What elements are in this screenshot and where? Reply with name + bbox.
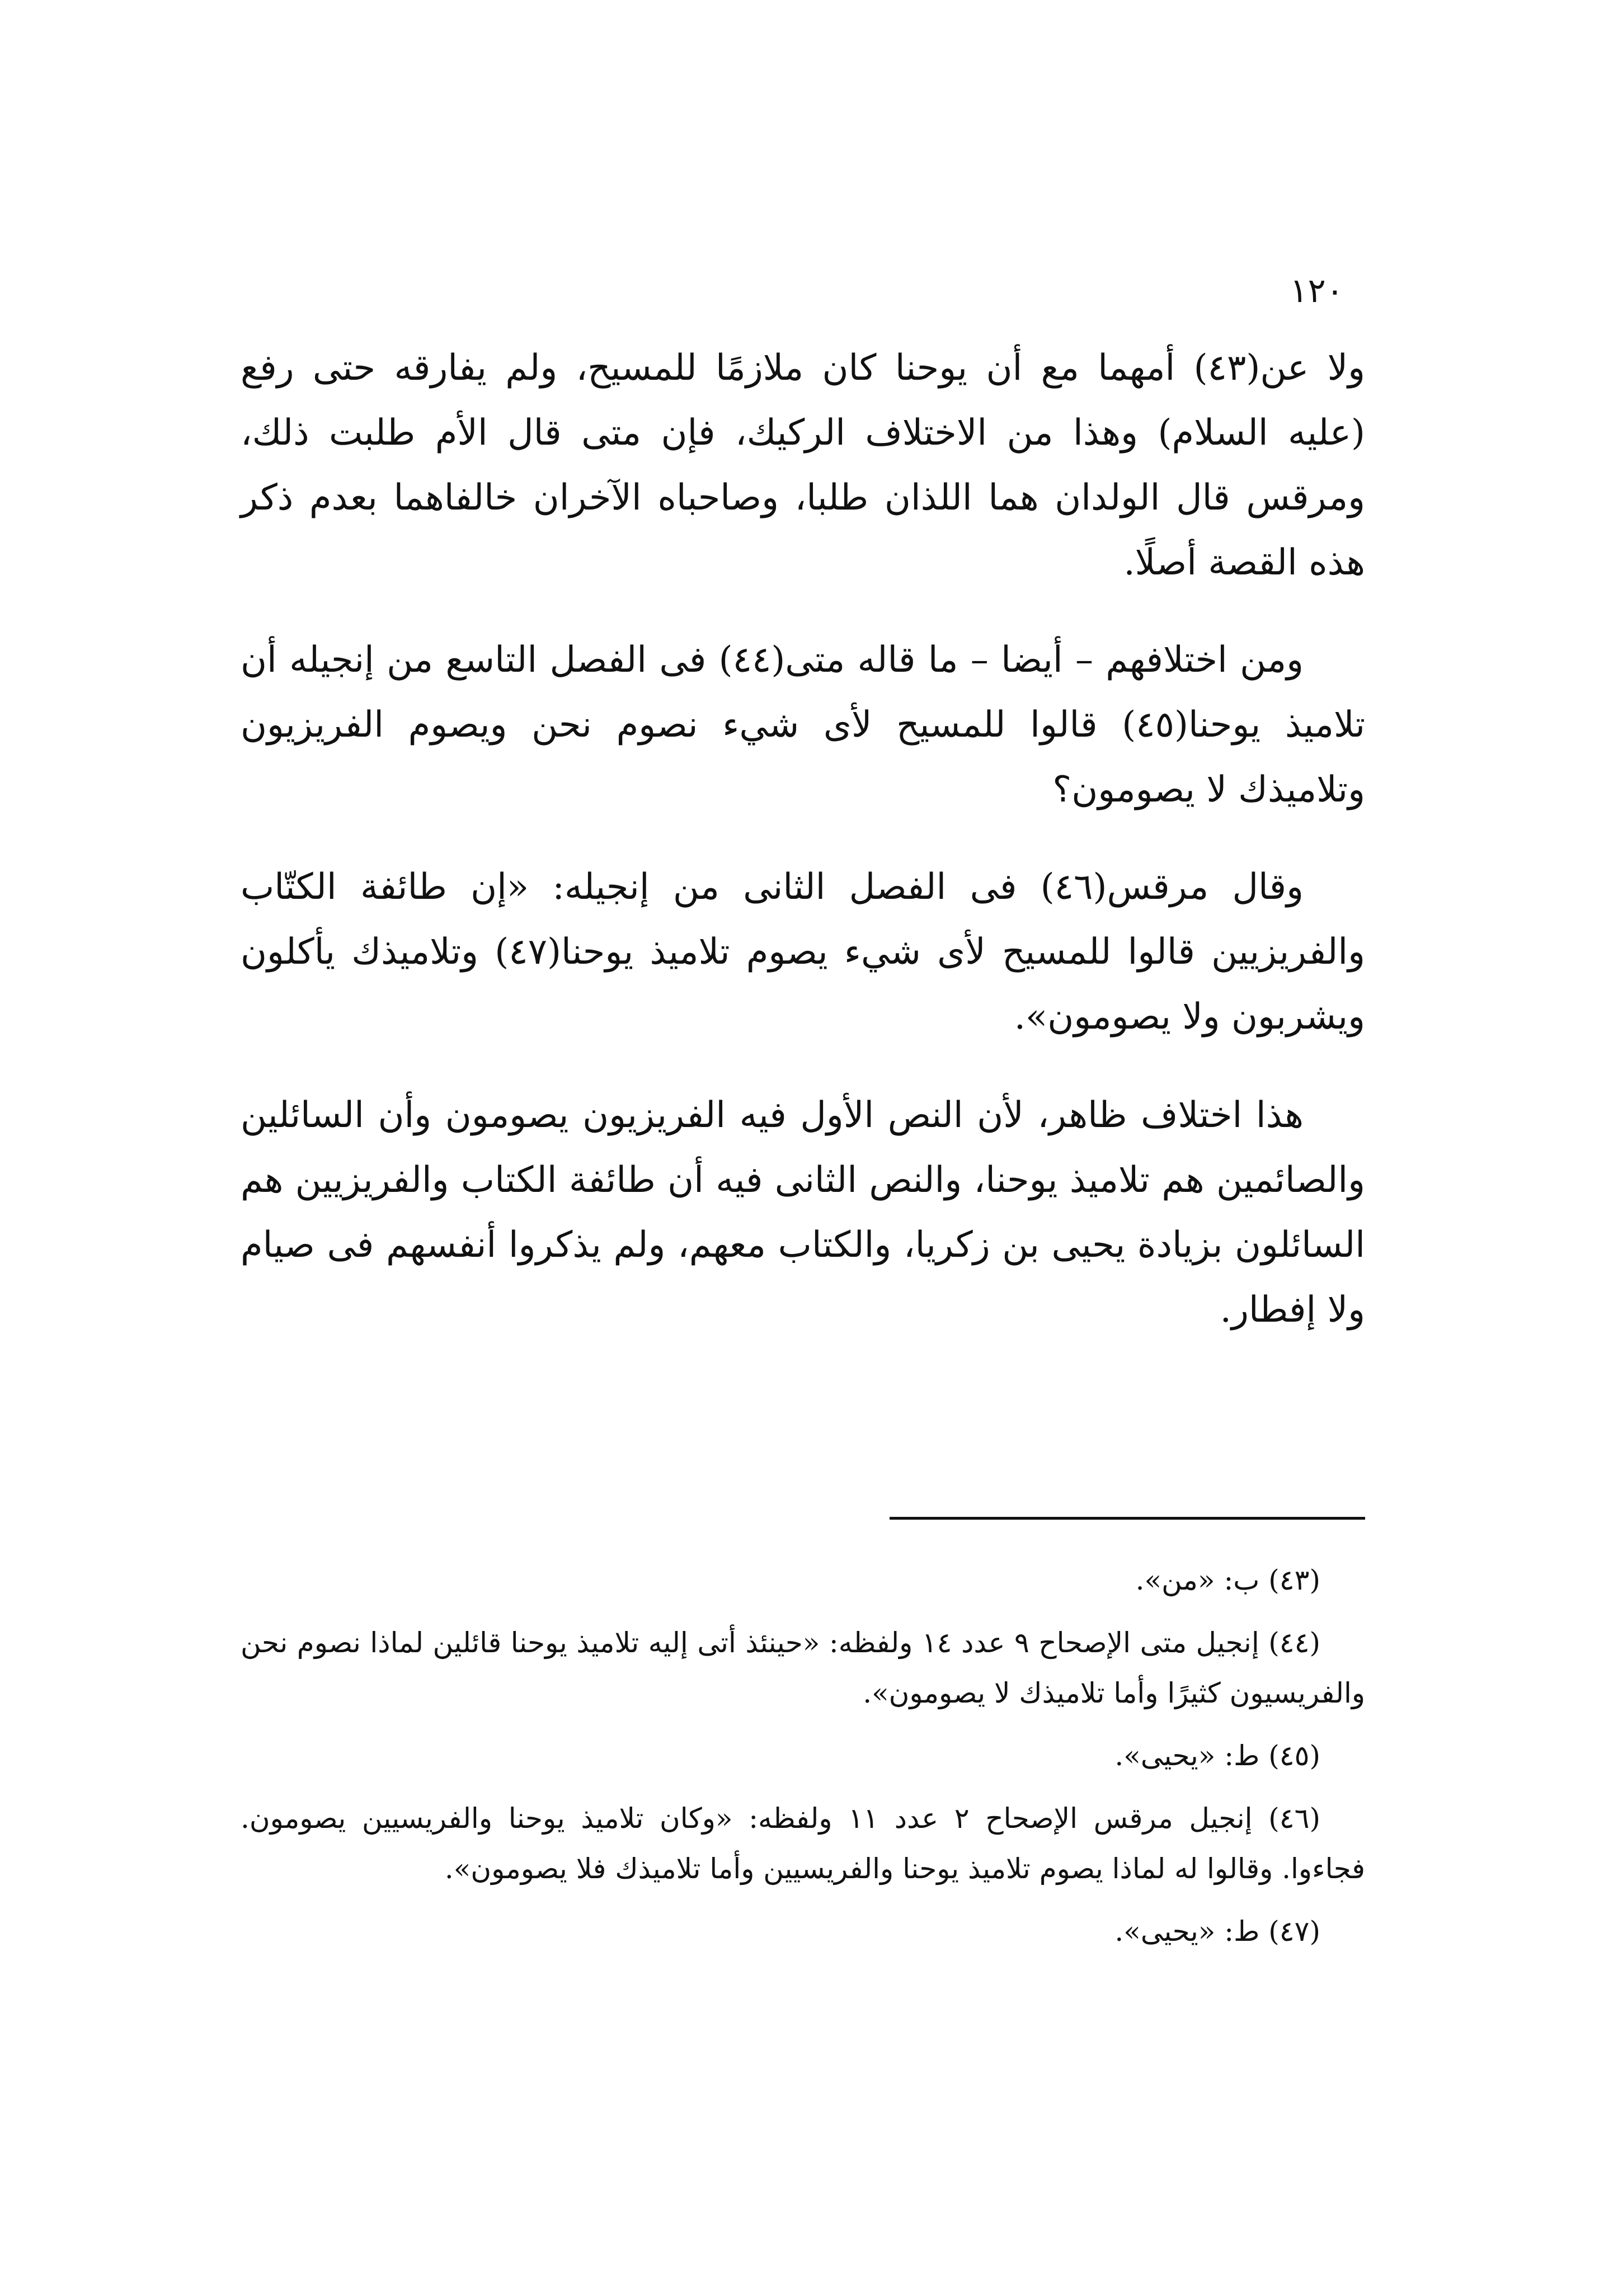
footnotes [241, 1555, 1365, 1969]
footnote-divider [890, 1517, 1365, 1520]
footnote-44: (٤٤) إنجيل متى الإصحاح ٩ عدد ١٤ ولفظه: «حينئذ أتى إليه تلاميذ يوحنا قائلين لماذا نصوم نحن والفريسيون كثيرًا وأما تلاميذك لا يصومون». [241, 1626, 1365, 1709]
footnote-47: (٤٧) ط: «يحيى». [1114, 1915, 1320, 1948]
footnote-46: (٤٦) إنجيل مرقس الإصحاح ٢ عدد ١١ ولفظه: «وكان تلاميذ يوحنا والفريسيين يصومون. فجاءوا. وقالوا له لماذا يصوم تلاميذ يوحنا والفريسيين وأما تلاميذك فلا يصومون». [241, 1802, 1365, 1885]
paragraph-3: وقال مرقس(٤٦) فى الفصل الثانى من إنجيله: «إن طائفة الكتّاب والفريزيين قالوا للمسيح لأى شيء يصوم تلاميذ يوحنا(٤٧) وتلاميذك يأكلون ويشربون ولا يصومون». [241, 866, 1366, 1038]
main-text [241, 336, 1365, 1375]
footnote-45: (٤٥) ط: «يحيى». [1114, 1739, 1320, 1772]
paragraph-4: هذا اختلاف ظاهر، لأن النص الأول فيه الفريزيون يصومون وأن السائلين والصائمين هم تلاميذ يوحنا، والنص الثانى فيه أن طائفة الكتاب والفريزيين هم السائلون بزيادة يحيى بن زكريا، والكتاب معهم، ولم يذكروا أنفسهم فى صيام ولا إفطار. [241, 1095, 1365, 1331]
page-number: ١٢٠ [1290, 271, 1344, 310]
paragraph-1: ولا عن(٤٣) أمهما مع أن يوحنا كان ملازمًا للمسيح، ولم يفارقه حتى رفع (عليه السلام) وهذا من الاختلاف الركيك، فإن متى قال الأم طلبت ذلك، ومرقس قال الولدان هما اللذان طلبا، وصاحباه الآخران خالفاهما بعدم ذكر هذه القصة أصلًا. [241, 347, 1366, 583]
footnote-43: (٤٣) ب: «من». [1135, 1564, 1320, 1596]
paragraph-2: ومن اختلافهم – أيضا – ما قاله متى(٤٤) فى الفصل التاسع من إنجيله أن تلاميذ يوحنا(٤٥) قالوا للمسيح لأى شيء نصوم نحن ويصوم الفريزيون وتلاميذك لا يصومون؟ [241, 639, 1366, 810]
